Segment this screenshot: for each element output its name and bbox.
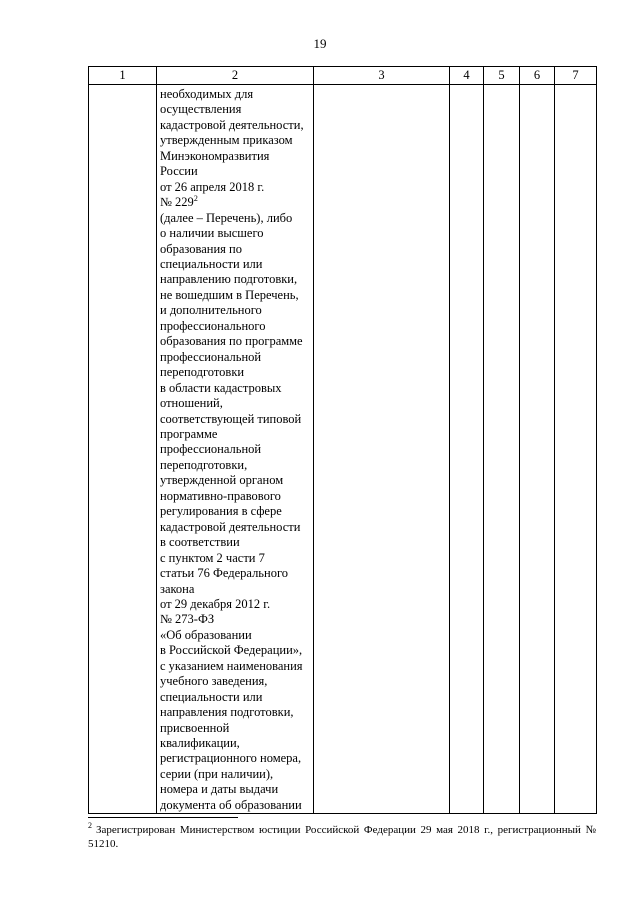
- column-header-1: 1: [89, 67, 157, 85]
- column-header-3: 3: [314, 67, 450, 85]
- footnote-mark: 2: [88, 821, 92, 831]
- text-line: профессионального: [160, 318, 266, 333]
- cell-col-6: [520, 85, 555, 814]
- column-header-7: 7: [555, 67, 597, 85]
- cell-col-3: [314, 85, 450, 814]
- text-line: о наличии высшего: [160, 226, 264, 241]
- footnote-reference: 2: [193, 194, 198, 204]
- text-line: № $229^2$: [160, 194, 198, 210]
- text-line: утвержденной органом: [160, 473, 284, 488]
- text-line: документа об образовании: [160, 797, 302, 812]
- text-line: утвержденным приказом: [160, 133, 293, 148]
- text-line: России: [160, 164, 198, 179]
- text-line: от 26 апреля 2018 г.: [160, 179, 265, 194]
- cell-col-7: [555, 85, 597, 814]
- text-line: номера и даты выдачи: [160, 782, 279, 797]
- text-line: серии (при наличии),: [160, 766, 274, 781]
- column-header-2: 2: [157, 67, 314, 85]
- text-line: программе: [160, 426, 218, 441]
- text-line: специальности или: [160, 689, 263, 704]
- cell-col-5: [484, 85, 520, 814]
- text-line: профессиональной: [160, 349, 262, 364]
- text-line: образования по программе: [160, 334, 303, 349]
- text-line: отношений,: [160, 396, 223, 411]
- text-line: нормативно-правового: [160, 488, 281, 503]
- text-line: направления подготовки,: [160, 705, 294, 720]
- page-number: 19: [313, 36, 327, 51]
- text-line: от 29 декабря 2012 г.: [160, 596, 271, 611]
- text-line: в области кадастровых: [160, 380, 282, 395]
- text-line: № 273-ФЗ: [160, 612, 215, 627]
- text-line: кадастровой деятельности: [160, 519, 301, 534]
- footnote-text: Зарегистрирован Министерством юстиции Российской Федерации 29 мая 2018 г., регистрационный № 51210.: [88, 824, 596, 850]
- text-line: профессиональной: [160, 442, 262, 457]
- text-line: квалификации,: [160, 736, 240, 751]
- column-header-4: 4: [450, 67, 484, 85]
- text-line: в соответствии: [160, 535, 240, 550]
- text-line: специальности или: [160, 256, 263, 271]
- text-line: «Об образовании: [160, 627, 252, 642]
- text-line: закона: [160, 581, 195, 596]
- text-line: учебного заведения,: [160, 674, 268, 689]
- text-line: направлению подготовки,: [160, 272, 298, 287]
- text-line: соответствующей типовой: [160, 411, 302, 426]
- document-table: [88, 66, 597, 814]
- text-line: присвоенной: [160, 720, 230, 735]
- text-line: не вошедшим в Перечень,: [160, 287, 299, 302]
- text-line: статьи 76 Федерального: [160, 566, 289, 581]
- table-header-row: [89, 67, 597, 85]
- column-header-5: 5: [484, 67, 520, 85]
- text-line: регулирования в сфере: [160, 504, 282, 519]
- text-line: с указанием наименования: [160, 658, 303, 673]
- text-line: необходимых для: [160, 87, 254, 101]
- text-line: кадастровой деятельности,: [160, 117, 304, 132]
- cell-col-4: [450, 85, 484, 814]
- text-line: переподготовки: [160, 365, 245, 380]
- text-line: (далее – Перечень), либо: [160, 210, 293, 225]
- text-line: Минэкономразвития: [160, 148, 270, 163]
- text-line: с пунктом 2 части 7: [160, 550, 265, 565]
- text-line: в Российской Федерации»,: [160, 643, 303, 658]
- text-line: и дополнительного: [160, 303, 262, 318]
- column-header-6: 6: [520, 67, 555, 85]
- text-line: регистрационного номера,: [160, 751, 302, 766]
- text-line: осуществления: [160, 102, 242, 117]
- cell-col-1: [89, 85, 157, 814]
- table-row: [89, 85, 597, 814]
- footnote-separator: [88, 817, 238, 818]
- requirements-text: [157, 85, 313, 813]
- text-line: переподготовки,: [160, 457, 248, 472]
- text-line: образования по: [160, 241, 243, 256]
- footnote: [88, 823, 596, 851]
- cell-col-2: [157, 85, 314, 814]
